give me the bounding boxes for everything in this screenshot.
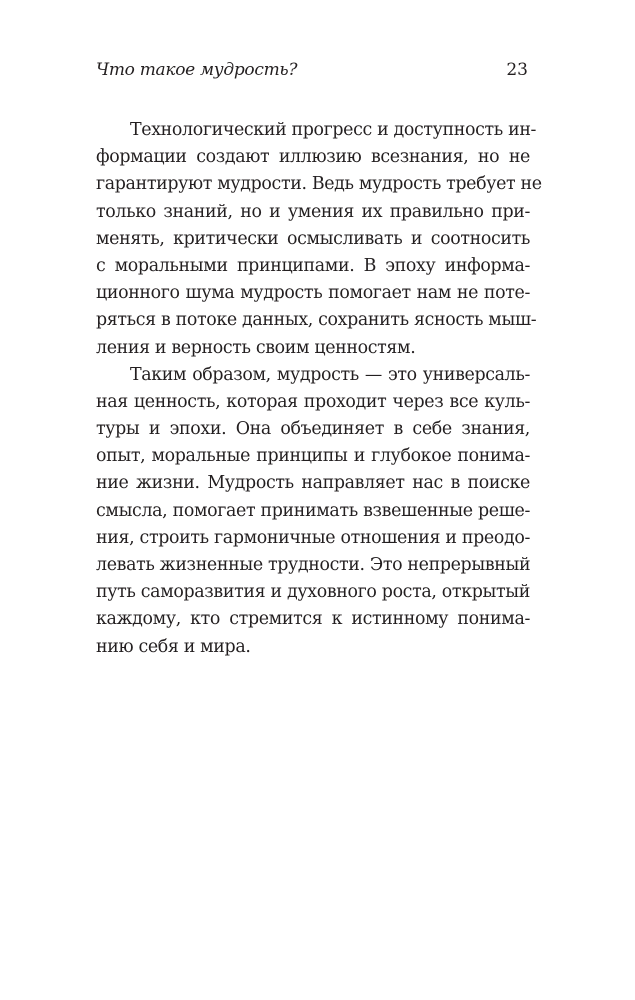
text-line: смысла, помогает принимать взвешенные реше- (96, 500, 530, 521)
text-line: ние жизни. Мудрость направляет нас в поиске (96, 473, 530, 494)
text-line: ционного шума мудрость помогает нам не поте- (96, 283, 530, 304)
text-line: туры и эпохи. Она объединяет в себе знания, (96, 419, 530, 440)
paragraph (96, 362, 530, 661)
text-line: нию себя и мира. (96, 636, 251, 657)
paragraph (96, 117, 542, 362)
text-line: только знаний, но и умения их правильно при- (96, 201, 530, 222)
running-head (96, 57, 530, 83)
text-line: с моральными принципами. В эпоху информа- (96, 255, 530, 276)
text-line: опыт, моральные принципы и глубокое понима- (96, 446, 530, 467)
body-text (96, 117, 542, 661)
text-line: ления и верность своим ценностям. (96, 337, 416, 358)
text-line: левать жизненные трудности. Это непрерывный (96, 555, 531, 575)
text-line: ная ценность, которая проходит через все куль- (96, 391, 530, 412)
text-line: Технологический прогресс и доступность ин- (130, 120, 537, 140)
chapter-title: Что такое мудрость? (96, 60, 298, 80)
text-line: ния, строить гармоничные отношения и преодо- (96, 527, 530, 548)
page-number: 23 (506, 60, 528, 80)
text-line: каждому, кто стремится к истинному понима- (96, 609, 530, 630)
text-line: путь саморазвития и духовного роста, открытый (96, 582, 530, 603)
text-line: ряться в потоке данных, сохранить ясность мыш- (96, 310, 537, 331)
text-line: менять, критически осмысливать и соотносить (96, 228, 530, 249)
text-line: гарантируют мудрости. Ведь мудрость требует не (96, 174, 542, 195)
text-line: Таким образом, мудрость — это универсаль- (130, 364, 530, 385)
text-line: формации создают иллюзию всезнания, но не (96, 147, 530, 168)
